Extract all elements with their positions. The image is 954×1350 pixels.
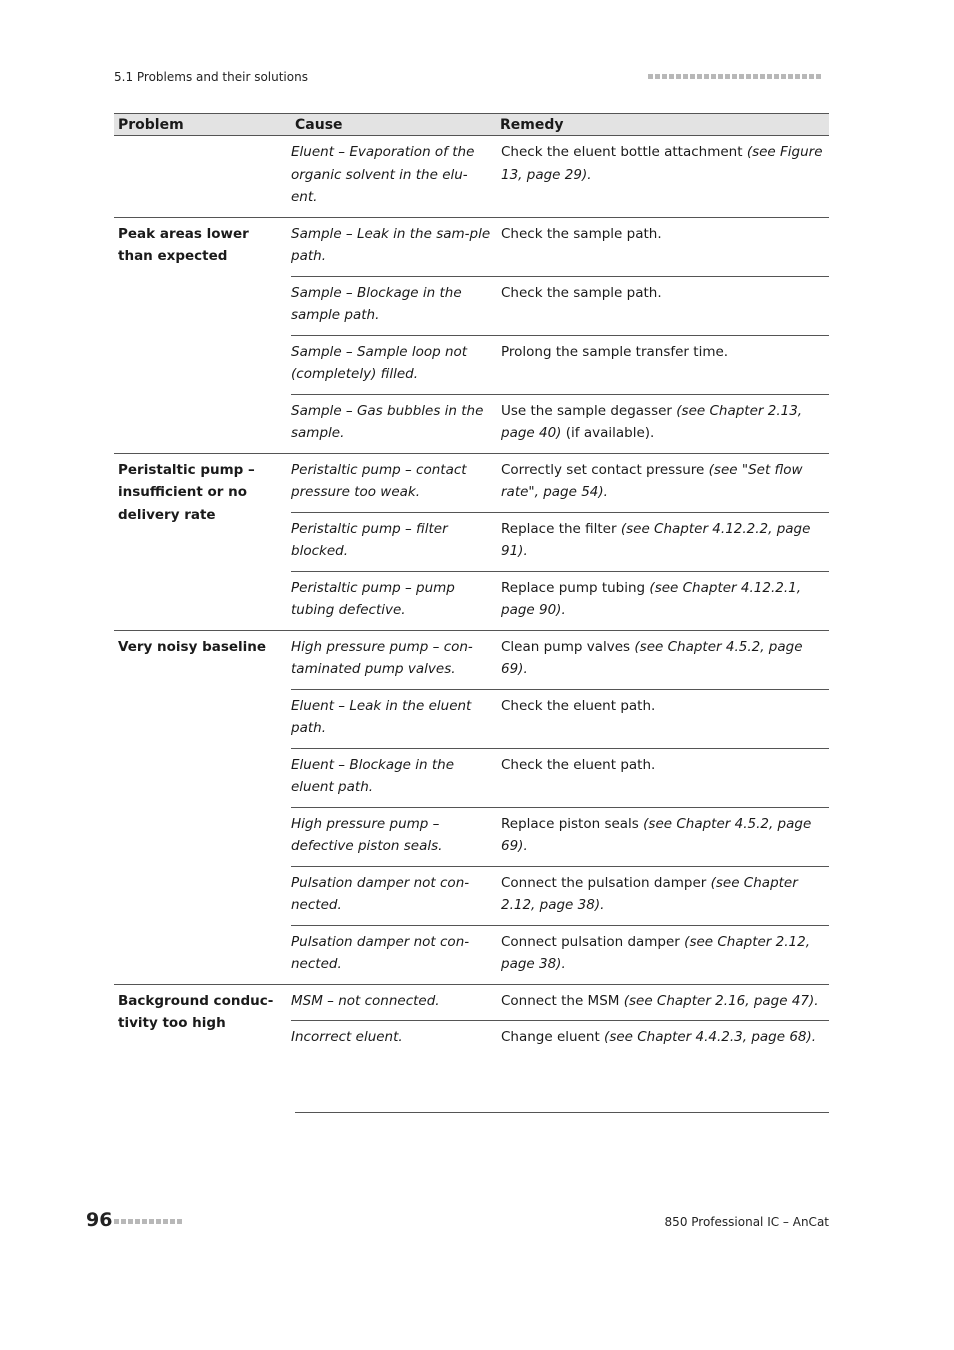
cause-cell: Eluent – Blockage in the eluent path. xyxy=(291,748,496,807)
remedy-text: Replace piston seals xyxy=(501,815,639,832)
cause-cell: Incorrect eluent. xyxy=(291,1021,496,1057)
remedy-cell xyxy=(496,217,829,276)
cross-reference-link[interactable]: (see Figure 13, page 29). xyxy=(501,144,823,183)
cross-reference-link[interactable]: (see Chapter 2.12, page 38). xyxy=(501,933,810,972)
cross-reference-link[interactable]: (see Chapter 2.16, page 47). xyxy=(623,992,819,1009)
problem-cell xyxy=(114,136,291,218)
problem-cell: Background conduc-tivity too high xyxy=(114,984,291,1057)
cross-reference-link[interactable]: (see Chapter 2.13, page 40) xyxy=(501,402,803,441)
cause-cell: Sample – Sample loop not (completely) filled. xyxy=(291,335,496,394)
cause-cell: Peristaltic pump – contact pressure too weak. xyxy=(291,453,496,512)
remedy-cell xyxy=(496,136,829,218)
running-header: 5.1 Problems and their solutions xyxy=(114,70,308,84)
cross-reference-link[interactable]: (see Chapter 2.12, page 38). xyxy=(501,874,798,913)
cause-cell: Eluent – Evaporation of the organic solvent in the elu-ent. xyxy=(291,144,475,205)
cause-cell: Peristaltic pump – filter blocked. xyxy=(291,512,496,571)
remedy-text: Check the eluent bottle attachment xyxy=(501,144,743,160)
remedy-text: Use the sample degasser xyxy=(501,402,672,419)
remedy-text: Replace the filter xyxy=(501,520,617,537)
cause-cell: Pulsation damper not con-nected. xyxy=(291,866,496,925)
remedy-text: Change eluent xyxy=(501,1029,600,1045)
table-row xyxy=(114,217,829,276)
remedy-text: Correctly set contact pressure xyxy=(501,461,705,478)
remedy-text: Connect the MSM xyxy=(501,992,620,1009)
remedy-cell xyxy=(496,512,829,571)
remedy-cell xyxy=(496,394,829,453)
cross-reference-link[interactable]: (see Chapter 4.12.2.1, page 90). xyxy=(501,579,802,618)
remedy-text: Check the eluent path. xyxy=(501,697,656,714)
remedy-cell xyxy=(496,571,829,630)
cause-cell: Pulsation damper not con-nected. xyxy=(291,925,496,984)
remedy-text: Connect pulsation damper xyxy=(501,933,680,950)
cause-cell: Peristaltic pump – pump tubing defective. xyxy=(291,571,496,630)
cause-cell: MSM – not connected. xyxy=(291,984,496,1021)
column-header-cause: Cause xyxy=(291,114,496,136)
cause-cell: Eluent – Leak in the eluent path. xyxy=(291,689,496,748)
remedy-cell xyxy=(496,1021,829,1057)
cross-reference-link[interactable]: (see Chapter 4.5.2, page 69). xyxy=(501,815,812,854)
problem-cell: Peristaltic pump – insufficient or no delivery rate xyxy=(114,453,291,630)
cross-reference-link[interactable]: (see Chapter 4.4.2.3, page 68). xyxy=(604,1029,817,1045)
problem-cell: Peak areas lower than expected xyxy=(114,217,291,453)
header-decoration-dots xyxy=(648,74,821,79)
remedy-text: Prolong the sample transfer time. xyxy=(501,343,729,360)
page-number: 96 xyxy=(86,1209,113,1231)
footer-product-name: 850 Professional IC – AnCat xyxy=(664,1215,829,1229)
remedy-cell xyxy=(496,925,829,984)
remedy-cell xyxy=(496,984,829,1021)
remedy-cell xyxy=(496,335,829,394)
cause-cell: Sample – Blockage in the sample path. xyxy=(291,276,496,335)
cross-reference-link[interactable]: (see "Set flow rate", page 54). xyxy=(501,461,803,500)
remedy-text: Check the eluent path. xyxy=(501,756,656,773)
cause-cell: High pressure pump – con-taminated pump valves. xyxy=(291,630,496,689)
cause-cell: Sample – Leak in the sam-ple path. xyxy=(291,217,496,276)
remedy-cell xyxy=(496,453,829,512)
footer-decoration-dots xyxy=(114,1219,182,1224)
problem-cell: Very noisy baseline xyxy=(114,630,291,984)
remedy-cell xyxy=(496,866,829,925)
cross-reference-link[interactable]: (see Chapter 4.12.2.2, page 91). xyxy=(501,520,811,559)
remedy-cell xyxy=(496,748,829,807)
table-row xyxy=(114,630,829,689)
troubleshooting-table xyxy=(114,113,829,1057)
table-header-row xyxy=(114,114,829,136)
column-header-remedy: Remedy xyxy=(496,114,829,136)
remedy-text: Replace pump tubing xyxy=(501,579,646,596)
cause-cell: High pressure pump – defective piston seals. xyxy=(291,807,496,866)
cause-cell: Sample – Gas bubbles in the sample. xyxy=(291,394,496,453)
remedy-cell xyxy=(496,276,829,335)
column-header-problem: Problem xyxy=(114,114,291,136)
remedy-text: Check the sample path. xyxy=(501,225,662,242)
cross-reference-link[interactable]: (see Chapter 4.5.2, page 69). xyxy=(501,638,803,677)
table-body xyxy=(114,136,829,1057)
table-bottom-rule xyxy=(295,1112,829,1113)
remedy-text: Connect the pulsation damper xyxy=(501,874,707,891)
table-row xyxy=(114,453,829,512)
table-row xyxy=(114,984,829,1021)
remedy-suffix: (if available). xyxy=(561,425,655,441)
table-row xyxy=(114,136,829,218)
remedy-cell xyxy=(496,630,829,689)
remedy-text: Clean pump valves xyxy=(501,638,631,655)
remedy-text: Check the sample path. xyxy=(501,284,662,301)
remedy-cell xyxy=(496,689,829,748)
remedy-cell xyxy=(496,807,829,866)
